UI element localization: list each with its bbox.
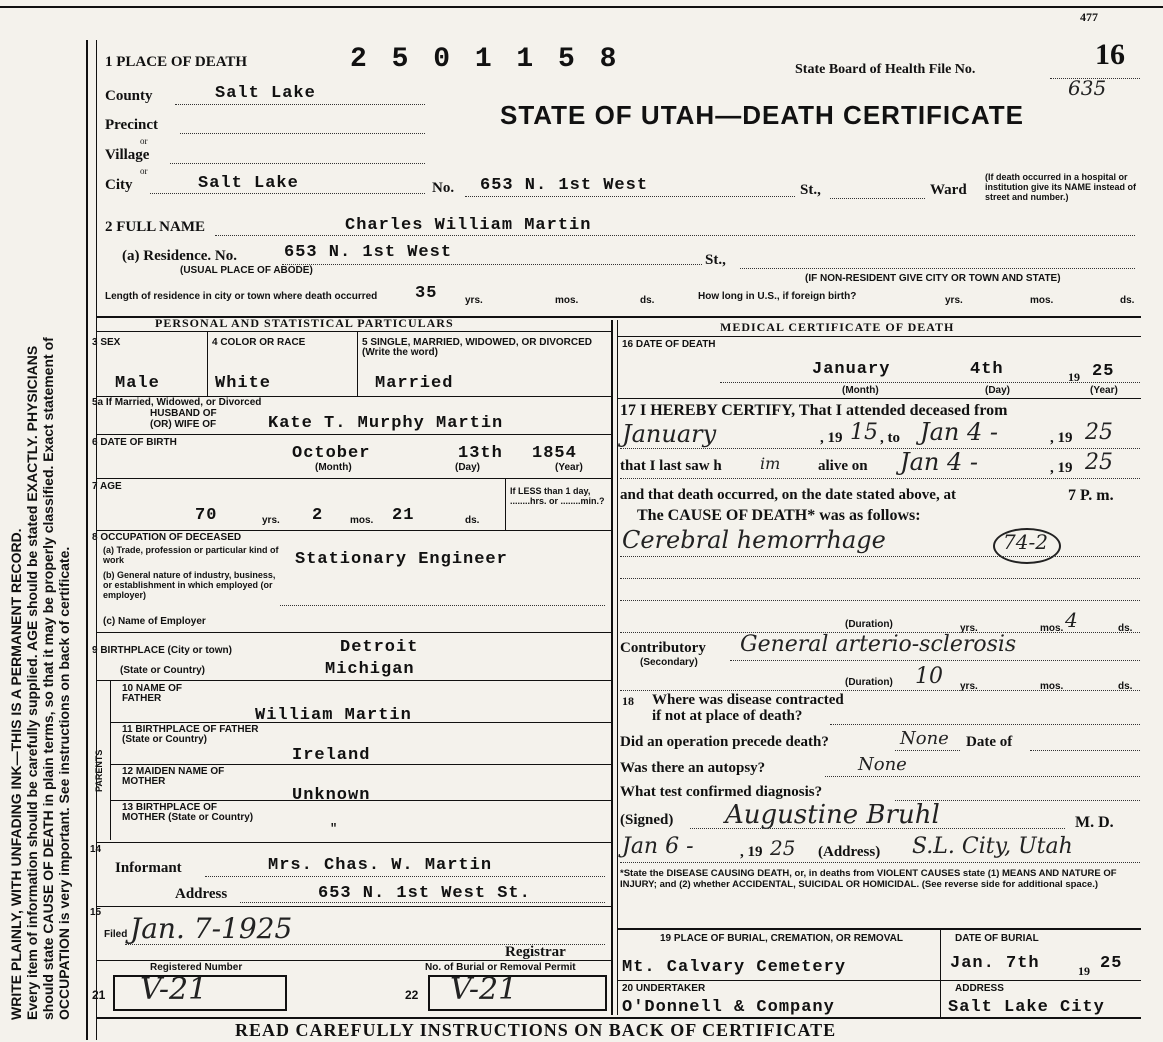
birthplace-state-caption: (State or Country) — [120, 665, 205, 676]
mother-birthplace-label: 13 BIRTHPLACE OF MOTHER (State or Country) — [122, 802, 254, 823]
length-ds: ds. — [640, 295, 655, 306]
cause-code: 74-2 — [1003, 530, 1048, 554]
alive-on-date: Jan 4 - — [900, 448, 979, 476]
age-days: 21 — [392, 506, 415, 525]
duration-line-2 — [620, 690, 1140, 691]
mother-value: Unknown — [292, 786, 371, 805]
to-year: 25 — [1085, 420, 1113, 445]
parents-bar — [110, 680, 111, 840]
occupation-label-1: 8 OCCUPATION OF DECEASED — [92, 532, 242, 543]
registered-number-label: Registered Number — [150, 962, 243, 973]
where-line — [830, 724, 1140, 725]
cause-footnote: *State the DISEASE CAUSING DEATH, or, in deaths from VIOLENT CAUSES state (1) MEANS AND NATURE OF INJURY; and (2) whether ACCIDENTAL, SUICIDAL OR HOMICIDAL. (See reverse side for additional space.) — [620, 868, 1117, 890]
filed-label: Filed — [104, 929, 128, 940]
date-of-death-label: 16 DATE OF DEATH — [622, 339, 716, 350]
duration-yrs-2: yrs. — [960, 681, 978, 692]
death-year: 25 — [1092, 362, 1115, 381]
where-contracted-label: Where was disease contracted — [652, 692, 844, 708]
alive-year: 25 — [1085, 450, 1113, 475]
residence-value: 653 N. 1st West — [284, 243, 453, 262]
birthplace-city: Detroit — [340, 638, 419, 657]
footer-instruction: READ CAREFULLY INSTRUCTIONS ON BACK OF CERTIFICATE — [235, 1020, 837, 1040]
dob-month-caption: (Month) — [315, 462, 352, 473]
st-line — [830, 198, 925, 199]
row-line-4 — [96, 530, 611, 531]
place-heading: 1 PLACE OF DEATH — [105, 54, 248, 70]
autopsy-label: Was there an autopsy? — [620, 760, 766, 776]
death-day-caption: (Day) — [985, 385, 1011, 396]
marital-value: Married — [375, 374, 454, 393]
md-label: M. D. — [1075, 814, 1114, 831]
father-birthplace-label: 11 BIRTHPLACE OF FATHER (State or Country) — [122, 724, 259, 745]
row-line-11 — [96, 906, 611, 907]
burial-label: 19 PLACE OF BURIAL, CREMATION, OR REMOVAL — [660, 933, 903, 944]
registrar-label: Registrar — [505, 944, 566, 960]
where-contracted-label-2: if not at place of death? — [652, 708, 803, 724]
full-name-label: 2 FULL NAME — [105, 219, 206, 235]
secondary-caption: (Secondary) — [640, 657, 698, 668]
duration-mos-value: 4 — [1065, 608, 1078, 632]
side-line-4: WRITE PLAINLY, WITH UNFADING INK—THIS IS A PERMANENT RECORD. — [8, 528, 24, 1020]
from-year-prefix: , 19 — [820, 430, 843, 446]
length-label: Length of residence in city or town where death occurred — [105, 291, 378, 302]
center-divider — [611, 320, 613, 1015]
death-time: 7 P. m. — [1068, 487, 1114, 504]
length-value: 35 — [415, 284, 438, 303]
row-line-12 — [96, 960, 611, 961]
dob-label: 6 DATE OF BIRTH — [92, 437, 177, 448]
burial-place: Mt. Calvary Cemetery — [622, 958, 847, 977]
mother-birthplace-value: " — [330, 822, 339, 836]
spouse-label-2: HUSBAND OF — [150, 408, 217, 419]
item-21: 21 — [92, 988, 106, 1002]
death-month: January — [812, 360, 891, 379]
autopsy-value: None — [858, 754, 907, 775]
parents-label: PARENTS — [94, 749, 104, 792]
item-15: 15 — [90, 907, 102, 918]
full-name-line — [215, 235, 1135, 236]
street-line — [465, 196, 795, 197]
spouse-label-1: 5a If Married, Widowed, or Divorced — [92, 397, 262, 408]
row-line-10 — [96, 842, 611, 843]
row-line-9 — [110, 800, 611, 801]
us-mos: mos. — [1030, 295, 1054, 306]
mother-label: 12 MAIDEN NAME OF MOTHER — [122, 766, 225, 787]
filed-value: Jan. 7-1925 — [130, 912, 293, 945]
top-edge — [0, 6, 1163, 8]
occupation-line — [280, 605, 605, 606]
operation-line — [895, 750, 960, 751]
item-14: 14 — [90, 844, 102, 855]
residence-st-label: St., — [705, 252, 726, 268]
cause-label: The CAUSE OF DEATH* was as follows: — [637, 507, 921, 524]
duration-mos-2: mos. — [1040, 681, 1064, 692]
operation-value: None — [900, 728, 949, 749]
side-line-1: Every item of information should be carefully supplied. AGE should be stated EXACTLY. PHYSICIANS — [24, 345, 40, 1020]
left-border — [86, 40, 88, 1040]
sign-year-prefix: , 19 — [740, 844, 763, 860]
test-label: What test confirmed diagnosis? — [620, 784, 823, 800]
occupation-label-3: (b) General nature of industry, business, or establishment in which employed (or employer) — [103, 570, 276, 600]
sex-label: 3 SEX — [92, 337, 121, 348]
occupation-value: Stationary Engineer — [295, 550, 508, 569]
corner-mark: 477 — [1080, 10, 1098, 24]
city-value: Salt Lake — [198, 174, 299, 193]
age-label: 7 AGE — [92, 481, 122, 492]
signed-label: (Signed) — [620, 812, 674, 828]
permit-value: V-21 — [450, 972, 518, 1007]
date-of-label: Date of — [966, 734, 1013, 750]
county-label: County — [105, 88, 153, 104]
dob-day: 13th — [458, 444, 503, 463]
or-1: or — [140, 136, 148, 146]
duration-yrs-1: yrs. — [960, 623, 978, 634]
informant-line — [205, 876, 605, 877]
to-label: , to — [880, 430, 900, 446]
spouse-label-3: (OR) WIFE OF — [150, 419, 217, 430]
length-mos: mos. — [555, 295, 579, 306]
nonresident-caption: (IF NON-RESIDENT GIVE CITY OR TOWN AND STATE) — [805, 273, 1061, 284]
cause-line-1 — [620, 556, 1140, 557]
less-than-label: If LESS than 1 day, ........hrs. or ........min.? — [510, 486, 605, 506]
registered-number-value: V-21 — [140, 972, 208, 1007]
div-sex-color — [207, 332, 208, 396]
item-18: 18 — [622, 694, 634, 708]
last-saw-line — [620, 478, 1140, 479]
undertaker-address-label: ADDRESS — [955, 983, 1004, 994]
sign-date: Jan 6 - — [622, 834, 694, 859]
color-value: White — [215, 374, 272, 393]
contributory-value: General arterio-sclerosis — [740, 632, 1017, 657]
side-line-2: should state CAUSE OF DEATH in plain terms, so that it may be properly classified. Exact statement of — [40, 337, 56, 1020]
file-number: 16 — [1095, 38, 1125, 71]
precinct-label: Precinct — [105, 117, 159, 133]
certificate-number: 2 5 0 1 1 5 8 — [350, 44, 621, 75]
dob-year-caption: (Year) — [555, 462, 583, 473]
medical-line-1 — [618, 398, 1141, 399]
side-instructions — [8, 20, 72, 1020]
cause-value: Cerebral hemorrhage — [622, 526, 886, 554]
residence-label: (a) Residence. No. — [122, 248, 237, 264]
medical-header-line — [618, 336, 1141, 337]
informant-value: Mrs. Chas. W. Martin — [268, 856, 493, 875]
marital-label: 5 SINGLE, MARRIED, WIDOWED, OR DIVORCED (Write the word) — [362, 337, 593, 358]
bottom-line — [96, 1017, 1141, 1019]
death-year-caption: (Year) — [1090, 385, 1118, 396]
contributory-line — [730, 660, 1140, 661]
age-months: 2 — [312, 506, 324, 525]
certify-text: 17 I HEREBY CERTIFY, That I attended deceased from — [620, 402, 1008, 419]
duration-label-2: (Duration) — [845, 677, 893, 688]
medical-line-2 — [618, 928, 1141, 930]
sex-value: Male — [115, 374, 160, 393]
row-line-8 — [110, 764, 611, 765]
signed-line — [690, 828, 1065, 829]
center-divider-inner — [617, 320, 618, 1015]
burial-year-prefix: 19 — [1078, 964, 1090, 978]
city-label: City — [105, 177, 133, 193]
residence-st-line — [740, 268, 1135, 269]
sign-year: 25 — [770, 836, 796, 860]
residence-line — [282, 264, 702, 265]
village-line — [170, 163, 425, 164]
undertaker-address-value: Salt Lake City — [948, 998, 1105, 1017]
date-of-line — [1030, 750, 1140, 751]
file-sub-number: 635 — [1068, 76, 1107, 100]
last-saw-pronoun: im — [760, 454, 781, 473]
informant-address-value: 653 N. 1st West St. — [318, 884, 531, 903]
us-yrs: yrs. — [945, 295, 963, 306]
duration-mos-1: mos. — [1040, 623, 1064, 634]
occurred-text: and that death occurred, on the date stated above, at — [620, 487, 956, 503]
death-date-line — [720, 382, 1140, 383]
duration-ds-2: ds. — [1118, 681, 1133, 692]
informant-address-label: Address — [175, 886, 228, 902]
age-yrs-unit: yrs. — [262, 515, 280, 526]
length-yrs: yrs. — [465, 295, 483, 306]
autopsy-line — [825, 776, 1140, 777]
medical-line-3 — [618, 980, 1141, 981]
employer-label: (c) Name of Employer — [103, 616, 206, 627]
undertaker-label: 20 UNDERTAKER — [622, 983, 706, 994]
burial-year: 25 — [1100, 954, 1123, 973]
village-label: Village — [105, 147, 150, 163]
ward-note: (If death occurred in a hospital or institution give its NAME instead of street and number.) — [985, 172, 1137, 202]
death-day: 4th — [970, 360, 1004, 379]
informant-label: Informant — [115, 860, 182, 876]
div-age-less — [505, 478, 506, 530]
occupation-label-2: (a) Trade, profession or particular kind of work — [103, 545, 279, 565]
us-label: How long in U.S., if foreign birth? — [698, 291, 857, 302]
operation-label: Did an operation precede death? — [620, 734, 829, 750]
color-label: 4 COLOR OR RACE — [212, 337, 306, 348]
permit-label: No. of Burial or Removal Permit — [425, 962, 576, 973]
file-label: State Board of Health File No. — [795, 62, 976, 77]
alive-year-prefix: , 19 — [1050, 460, 1073, 476]
death-month-caption: (Month) — [842, 385, 879, 396]
age-ds-unit: ds. — [465, 515, 480, 526]
row-line-2 — [96, 434, 611, 435]
father-label: 10 NAME OF FATHER — [122, 683, 183, 704]
row-line-6 — [96, 680, 611, 681]
dob-month: October — [292, 444, 371, 463]
personal-header-line — [96, 331, 611, 332]
age-mos-unit: mos. — [350, 515, 374, 526]
undertaker-value: O'Donnell & Company — [622, 998, 835, 1017]
county-value: Salt Lake — [215, 84, 316, 103]
city-line — [150, 193, 425, 194]
abode-caption: (USUAL PLACE OF ABODE) — [180, 265, 313, 276]
attended-from-date: January — [622, 420, 717, 448]
duration-ds-1: ds. — [1118, 623, 1133, 634]
birthplace-state: Michigan — [325, 660, 415, 679]
age-years: 70 — [195, 506, 218, 525]
dob-day-caption: (Day) — [455, 462, 481, 473]
row-line-5 — [96, 632, 611, 633]
attended-to-date: Jan 4 - — [920, 418, 999, 446]
contributory-label: Contributory — [620, 640, 706, 656]
death-year-prefix: 19 — [1068, 370, 1080, 384]
side-line-3: OCCUPATION is very important. See instructions on back of certificate. — [56, 546, 72, 1020]
to-year-prefix: , 19 — [1050, 430, 1073, 446]
medical-header: MEDICAL CERTIFICATE OF DEATH — [720, 320, 955, 334]
burial-divider — [940, 928, 941, 1018]
street-no-label: No. — [432, 180, 455, 196]
last-saw-text: that I last saw h — [620, 458, 722, 474]
or-2: or — [140, 166, 148, 176]
burial-date-label: DATE OF BURIAL — [955, 933, 1039, 944]
personal-header: PERSONAL AND STATISTICAL PARTICULARS — [155, 316, 454, 330]
dob-year: 1854 — [532, 444, 577, 463]
item-22: 22 — [405, 988, 419, 1002]
signed-value: Augustine Bruhl — [725, 800, 940, 830]
duration-label-1: (Duration) — [845, 619, 893, 630]
st-label: St., — [800, 182, 821, 198]
sign-address-label: (Address) — [818, 844, 881, 860]
burial-date: Jan. 7th — [950, 954, 1040, 973]
us-ds: ds. — [1120, 295, 1135, 306]
from-year: 15 — [850, 420, 878, 445]
div-color-marital — [357, 332, 358, 396]
duration-yrs-value: 10 — [915, 664, 943, 689]
row-line-3 — [96, 478, 611, 479]
sign-address: S.L. City, Utah — [912, 834, 1073, 859]
sign-date-line — [620, 862, 1140, 863]
father-value: William Martin — [255, 706, 412, 725]
certificate-title: STATE OF UTAH—DEATH CERTIFICATE — [500, 100, 1024, 130]
cause-line-3 — [620, 600, 1140, 601]
father-birthplace-value: Ireland — [292, 746, 371, 765]
spouse-value: Kate T. Murphy Martin — [268, 414, 504, 433]
birthplace-label: 9 BIRTHPLACE (City or town) — [92, 645, 232, 656]
alive-on-text: alive on — [818, 458, 868, 474]
ward-label: Ward — [930, 182, 967, 198]
precinct-line — [180, 133, 425, 134]
full-name-value: Charles William Martin — [345, 216, 592, 235]
cause-line-2 — [620, 578, 1140, 579]
street-value: 653 N. 1st West — [480, 176, 649, 195]
attended-line — [620, 448, 1140, 449]
row-line-7 — [110, 722, 611, 723]
county-line — [175, 104, 425, 105]
